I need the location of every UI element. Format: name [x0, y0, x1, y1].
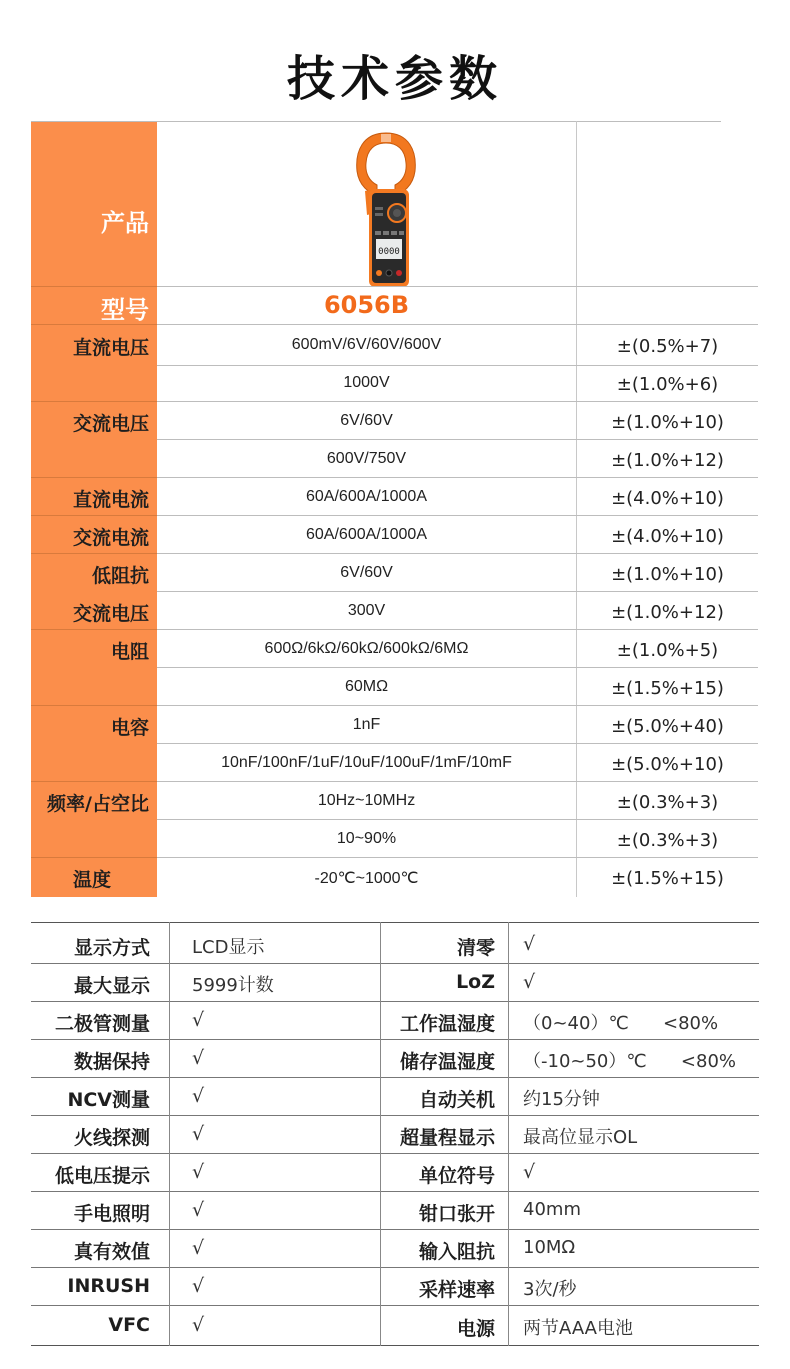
accuracy-value: ±(1.0%+10)	[611, 412, 724, 433]
feature-label: 数据保持	[73, 1051, 150, 1073]
check-icon: √	[523, 971, 536, 993]
accuracy-value: ±(4.0%+10)	[611, 526, 724, 547]
check-icon: √	[523, 1161, 536, 1183]
range-value: 60A/600A/1000A	[306, 488, 427, 505]
category-label: 直流电压	[72, 337, 149, 359]
column-divider	[169, 922, 170, 1346]
row-divider	[31, 1345, 759, 1346]
feature-value: 约15分钟	[523, 1089, 600, 1110]
category-label: 电容	[110, 717, 149, 739]
row-divider	[157, 857, 758, 858]
feature-value: 40mm	[523, 1199, 581, 1220]
check-icon: √	[192, 1199, 205, 1221]
spec-table	[31, 121, 758, 897]
row-divider	[157, 667, 758, 668]
row-divider	[157, 629, 758, 630]
group-divider	[31, 705, 157, 706]
group-divider	[31, 515, 157, 516]
category-label: 低阻抗	[91, 565, 149, 587]
range-value: 600V/750V	[326, 450, 407, 467]
row-divider	[157, 819, 758, 820]
row-divider	[31, 1001, 759, 1002]
row-divider	[157, 553, 758, 554]
row-divider	[31, 1191, 759, 1192]
category-label: 频率/占空比	[47, 793, 149, 815]
feature-value: （-10~50）℃ <80%	[523, 1051, 737, 1072]
feature-table	[31, 922, 759, 1346]
range-value: 10~90%	[336, 830, 397, 847]
row-divider	[31, 286, 157, 287]
check-icon: √	[192, 1275, 205, 1297]
accuracy-value: ±(1.5%+15)	[611, 678, 724, 699]
row-divider	[157, 365, 758, 366]
row-divider	[157, 705, 758, 706]
check-icon: √	[192, 1085, 205, 1107]
row-divider	[31, 1305, 759, 1306]
feature-value: 两节AAA电池	[523, 1318, 633, 1339]
feature-label: 储存温湿度	[399, 1051, 495, 1073]
check-icon: √	[192, 1161, 205, 1183]
accuracy-value: ±(1.5%+15)	[611, 868, 724, 889]
feature-value: （0~40）℃ <80%	[523, 1013, 719, 1034]
row-divider	[157, 286, 758, 287]
row-divider	[157, 324, 758, 325]
accuracy-value: ±(5.0%+10)	[611, 754, 724, 775]
clamp-meter-image	[351, 131, 421, 289]
group-divider	[31, 401, 157, 402]
row-divider	[157, 439, 758, 440]
row-divider	[31, 963, 759, 964]
feature-label: 自动关机	[418, 1089, 495, 1111]
group-divider	[31, 553, 157, 554]
range-value: 600Ω/6kΩ/60kΩ/600kΩ/6MΩ	[264, 640, 469, 657]
category-label: 电阻	[110, 641, 149, 663]
accuracy-value: ±(1.0%+6)	[616, 374, 719, 395]
feature-label: 火线探测	[73, 1127, 150, 1149]
feature-label: 真有效值	[73, 1241, 150, 1263]
range-value: -20℃~1000℃	[314, 870, 419, 887]
group-divider	[31, 781, 157, 782]
feature-label: 最大显示	[73, 975, 150, 997]
range-value: 10nF/100nF/1uF/10uF/100uF/1mF/10mF	[221, 754, 512, 771]
feature-label: 工作温湿度	[399, 1013, 495, 1035]
row-divider	[31, 121, 721, 122]
feature-label: 输入阻抗	[418, 1241, 495, 1263]
row-divider	[157, 781, 758, 782]
range-value: 1000V	[343, 374, 390, 391]
row-divider	[31, 1153, 759, 1154]
check-icon: √	[192, 1237, 205, 1259]
row-divider	[157, 401, 758, 402]
feature-label: 采样速率	[418, 1279, 495, 1301]
feature-label: 电源	[456, 1318, 495, 1340]
page-title: 技术参数	[286, 51, 503, 107]
range-value: 6V/60V	[340, 412, 393, 429]
check-icon: √	[192, 1009, 205, 1031]
accuracy-value: ±(4.0%+10)	[611, 488, 724, 509]
feature-value: LCD显示	[192, 937, 265, 958]
row-divider	[157, 477, 758, 478]
group-divider	[31, 324, 157, 325]
feature-value: 10MΩ	[523, 1237, 576, 1258]
category-label: 温度	[72, 869, 111, 891]
accuracy-value: ±(1.0%+10)	[611, 564, 724, 585]
range-value: 10Hz~10MHz	[317, 792, 416, 809]
row-divider	[31, 1077, 759, 1078]
category-label: 交流电流	[72, 527, 149, 549]
group-divider	[31, 629, 157, 630]
feature-label: 超量程显示	[399, 1127, 495, 1149]
feature-label: 单位符号	[418, 1165, 495, 1187]
feature-value: 5999计数	[192, 975, 274, 996]
feature-label: INRUSH	[67, 1275, 150, 1297]
feature-value: 3次/秒	[523, 1279, 577, 1300]
row-divider	[157, 515, 758, 516]
row-divider	[31, 922, 759, 923]
category-label: 交流电压	[72, 603, 149, 625]
feature-label: VFC	[108, 1314, 150, 1336]
feature-label: NCV测量	[67, 1089, 150, 1111]
row-divider	[157, 591, 758, 592]
range-value: 6V/60V	[340, 564, 393, 581]
check-icon: √	[192, 1314, 205, 1336]
feature-label: 显示方式	[73, 937, 150, 959]
group-divider	[31, 477, 157, 478]
model-value: 6056B	[323, 291, 410, 319]
range-value: 600mV/6V/60V/600V	[291, 336, 442, 353]
feature-label: 钳口张开	[418, 1203, 495, 1225]
row-divider	[31, 1267, 759, 1268]
check-icon: √	[192, 1047, 205, 1069]
row-divider	[157, 743, 758, 744]
check-icon: √	[523, 933, 536, 955]
column-divider	[508, 922, 509, 1346]
accuracy-value: ±(1.0%+12)	[611, 602, 724, 623]
accuracy-value: ±(0.5%+7)	[616, 336, 719, 357]
accuracy-value: ±(1.0%+12)	[611, 450, 724, 471]
group-divider	[31, 857, 157, 858]
accuracy-value: ±(1.0%+5)	[616, 640, 719, 661]
row-divider	[31, 1115, 759, 1116]
accuracy-value: ±(0.3%+3)	[616, 792, 719, 813]
range-value: 60MΩ	[344, 678, 389, 695]
lcd-reading: 0000	[378, 247, 400, 257]
feature-label: 低电压提示	[54, 1165, 150, 1187]
accuracy-value: ±(0.3%+3)	[616, 830, 719, 851]
category-label: 直流电流	[72, 489, 149, 511]
row-divider	[31, 1229, 759, 1230]
feature-label: 清零	[456, 937, 495, 959]
feature-label: 二极管测量	[54, 1013, 150, 1035]
feature-label: LoZ	[456, 971, 495, 993]
feature-label: 手电照明	[73, 1203, 150, 1225]
accuracy-value: ±(5.0%+40)	[611, 716, 724, 737]
model-label: 型号	[101, 296, 149, 324]
range-value: 60A/600A/1000A	[306, 526, 427, 543]
check-icon: √	[192, 1123, 205, 1145]
category-label: 交流电压	[72, 413, 149, 435]
row-divider	[31, 1039, 759, 1040]
range-value: 300V	[347, 602, 386, 619]
product-label: 产品	[101, 209, 149, 237]
range-value: 1nF	[352, 716, 381, 733]
feature-value: 最高位显示OL	[523, 1127, 638, 1148]
